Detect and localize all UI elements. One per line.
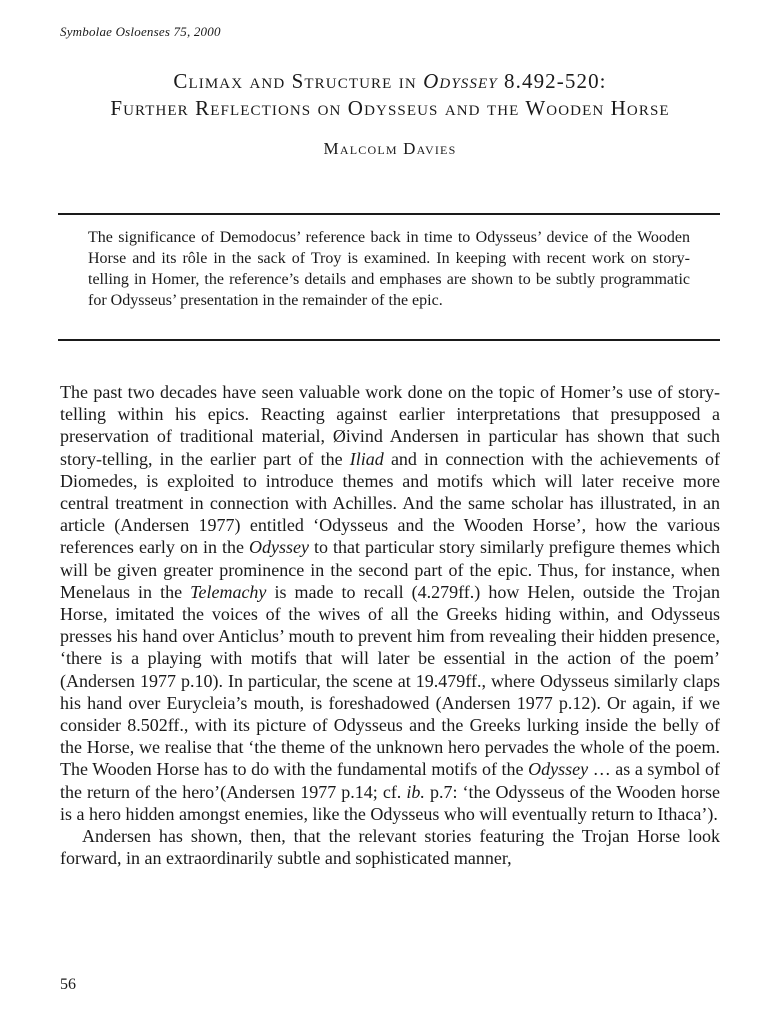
- p1-seg-10: p.7: ‘the Odysseus of the Wooden horse is a hero hidden amongst enemies, like the Odysseus who will eventually return to Ithaca’).: [60, 781, 720, 824]
- title-part-italic: Odyssey: [423, 69, 498, 93]
- author-name: Malcolm Davies: [323, 139, 457, 158]
- body-text: [60, 381, 720, 869]
- abstract-text: The significance of Demodocus’ reference back in time to Odysseus’ device of the Wooden Horse and its rôle in the sack of Troy is examined. In keeping with recent work on story-telling in Homer, the reference’s details and emphases are shown to be subtly programmatic for Odysseus’ presentation in the remainder of the epic.: [88, 229, 690, 309]
- p1-italic-odyssey: Odyssey: [248, 537, 309, 558]
- p1-seg-4: to that particular story similarly prefigure themes which will be given greater prominence in the second part of the epic. Thus, for instance, when Menelaus in the: [60, 537, 720, 602]
- title-part-2: 8.492-520:: [497, 69, 607, 93]
- page-number: 56: [60, 976, 76, 993]
- article-title-line-1: [60, 68, 720, 95]
- title-block: [60, 68, 720, 159]
- p1-seg-8: … as a symbol of the return of the hero’(Andersen 1977 p.14; cf.: [60, 759, 721, 802]
- article-title-line-2: Further Reflections on Odysseus and the Wooden Horse: [110, 96, 670, 120]
- p1-seg-2: and in connection with the achievements of Diomedes, is exploited to introduce themes and motifs which will later receive more central treatment in connection with Achilles. And the same scholar has illustrated, in an article (Andersen 1977) entitled ‘Odysseus and the Wooden Horse’, how the various references early on in the: [60, 448, 720, 558]
- title-part-1: Climax and Structure in: [173, 69, 424, 93]
- p1-italic-telemachy: Telemachy: [190, 581, 267, 602]
- p1-seg-0: The past two decades have seen valuable work done on the topic of Homer’s use of story-telling within his epics. Reacting against earlier interpretations that presupposed a preservation of traditional material, Øivind Andersen in particular has shown that such story-telling, in the earlier part of the: [60, 382, 720, 469]
- paragraph-1: [60, 381, 720, 825]
- paragraph-2: Andersen has shown, then, that the relevant stories featuring the Trojan Horse look forward, in an extraordinarily subtle and sophisticated manner,: [60, 826, 720, 869]
- p1-italic-odyssey-2: Odyssey: [528, 759, 589, 780]
- journal-header: Symbolae Osloenses 75, 2000: [60, 24, 221, 39]
- abstract-box: [58, 213, 720, 341]
- p1-seg-6: is made to recall (4.279ff.) how Helen, outside the Trojan Horse, imitated the voices of the wives of all the Greeks hiding within, and Odysseus presses his hand over Anticlus’ mouth to prevent him from revealing their hidden presence, ‘there is a playing with motifs that will later be essential in the action of the poem’ (Andersen 1977 p.10). In particular, the scene at 19.479ff., where Odysseus similarly claps his hand over Eurycleia’s mouth, is foreshadowed (Andersen 1977 p.12). Or again, if we consider 8.502ff., with its picture of Odysseus and the Greeks lurking inside the belly of the Horse, we realise that ‘the theme of the unknown hero pervades the whole of the poem. The Wooden Horse has to do with the fundamental motifs of the: [60, 581, 720, 780]
- p1-italic-ib: ib.: [406, 781, 425, 802]
- p1-italic-iliad: Iliad: [349, 448, 384, 469]
